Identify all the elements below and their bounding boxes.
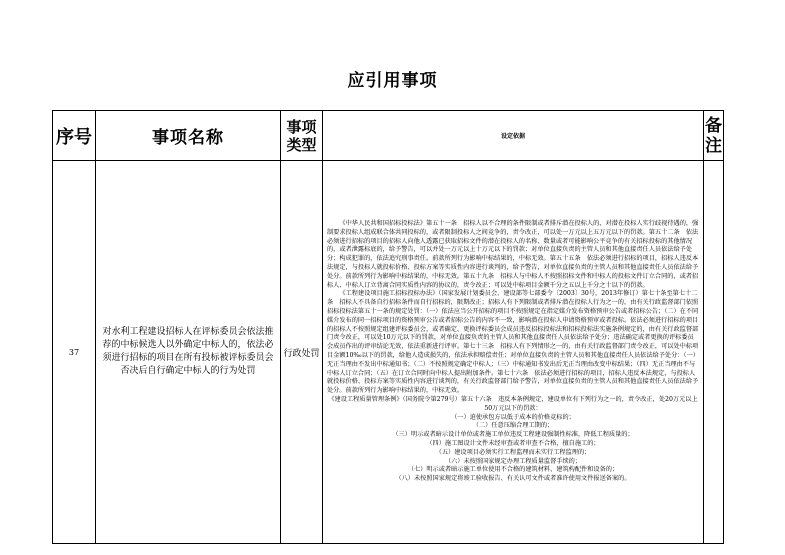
- cell-type: 行政处罚: [281, 161, 323, 544]
- basis-item-8: （八）未按照国家规定将竣工验收报告、有关认可文件或者准许使用文件报送备案的。: [395, 475, 631, 483]
- basis-item-4: （四）施工图设计文件未经审查或者审查不合格，擅自施工的；: [426, 439, 600, 447]
- header-basis: 设定依据: [323, 111, 704, 161]
- table-header-row: [53, 111, 724, 161]
- table-row: [53, 161, 724, 544]
- basis-item-6: （六）未按照国家规定办理工程质量监督手续的；: [444, 457, 582, 465]
- cell-note: [704, 161, 724, 544]
- header-type: 事项类型: [281, 111, 323, 161]
- basis-item-7: （七）明示或者暗示施工单位使用不合格的建筑材料、建筑构配件和设备的；: [407, 466, 619, 474]
- cell-name: 对水利工程建设招标人在评标委员会依法推荐的中标候选人以外确定中标人的，依法必须进行招标的项目在所有投标被评标委员会否决后自行确定中标人的行为处罚: [96, 161, 281, 544]
- header-seq: 序号: [53, 111, 96, 161]
- basis-paragraph-3: 《建设工程质量管理条例》（国务院令第279号）第五十六条 违反本条例规定，建设单位有下列行为之一的，责令改正，处20万元以上50万元以下的罚款：: [328, 395, 698, 412]
- basis-item-3: （三）明示或者暗示设计单位或者施工单位违反工程建设强制性标准，降低工程质量的；: [392, 431, 634, 439]
- basis-item-1: （一）迫使承包方以低于成本的价格竞标的；: [451, 413, 575, 421]
- basis-paragraph-1: 《中华人民共和国招标投标法》第五十一条 招标人以不合理的条件限制或者排斥潜在投标人的，对潜在投标人实行歧视待遇的，强制要求投标人组成联合体共同投标的，或者限制投标人之间竞争的，责令改正，可以处一万元以上五万元以下的罚款。第五十二条 依法必须进行招标的项目的招标人向他人透露已获取招标文件的潜在投标人的名称、数量或者可能影响公平竞争的有关招标投标的其他情况的，或者泄露标底的，给予警告，可以并处一万元以上十万元以下的罚款；对单位直接负责的主管人员和其他直接责任人员依法给予处分；构成犯罪的，依法追究刑事责任。前款所列行为影响中标结果的，中标无效。第五十五条 依法必须进行招标的项目，招标人违反本法规定，与投标人就投标价格、投标方案等实质性内容进行谈判的，给予警告，对单位直接负责的主管人员和其他直接责任人员依法给予处分。前款所列行为影响中标结果的，中标无效。第五十九条 招标人与中标人不按照招标文件和中标人的投标文件订立合同的，或者招标人、中标人订立背离合同实质性内容的协议的，责令改正；可以处中标项目金额千分之五以上千分之十以下的罚款。: [327, 220, 699, 289]
- items-table: [52, 110, 724, 544]
- header-note: 备注: [704, 111, 724, 161]
- basis-paragraph-2: 《工程建设项目施工招标投标办法》（国家发展计划委员会、建设部等七部委令〔2003〕30号，2013年修订）第七十条至第七十二条 招标人不具备自行招标条件而自行招标的，限期改正；招标人有下列限制或者排斥潜在投标人行为之一的，由有关行政监督部门依照招标投标法第五十一条的规定处罚：（一）依法应当公开招标的项目不按照规定在指定媒介发布资格预审公告或者招标公告；（二）在不同媒介发布的同一招标项目的资格预审公告或者招标公告的内容不一致，影响潜在投标人申请资格预审或者投标。依法必须进行招标的项目的招标人不按照规定组建评标委员会，或者确定、更换评标委员会成员违反招标投标法和招标投标法实施条例规定的，由有关行政监督部门责令改正，可以处10万元以下的罚款，对单位直接负责的主管人员和其他直接责任人员依法给予处分；违法确定或者更换的评标委员会成员作出的评审结论无效，依法重新进行评审。第七十三条 招标人有下列情形之一的，由有关行政监督部门责令改正，可以处中标项目金额10‰以下的罚款，给他人造成损失的，依法承担赔偿责任；对单位直接负责的主管人员和其他直接责任人员依法给予处分：（一）无正当理由不发出中标通知书；（二）不按照规定确定中标人；（三）中标通知书发出后无正当理由改变中标结果；（四）无正当理由不与中标人订立合同；（五）在订立合同时向中标人提出附加条件。第七十六条 依法必须进行招标的项目，招标人违反本法规定，与投标人就投标价格、投标方案等实质性内容进行谈判的，有关行政监督部门给予警告，对单位直接负责的主管人员和其他直接责任人员依法给予处分。前款所列行为影响中标结果的，中标无效。: [327, 290, 699, 395]
- document-title: 应引用事项: [347, 71, 438, 91]
- basis-item-2: （二）任意压缩合理工期的；: [472, 422, 554, 430]
- cell-basis: [323, 161, 704, 544]
- cell-seq: 37: [53, 161, 96, 544]
- basis-item-5: （五）建设项目必须实行工程监理而未实行工程监理的；: [435, 448, 591, 456]
- header-name: 事项名称: [96, 111, 281, 161]
